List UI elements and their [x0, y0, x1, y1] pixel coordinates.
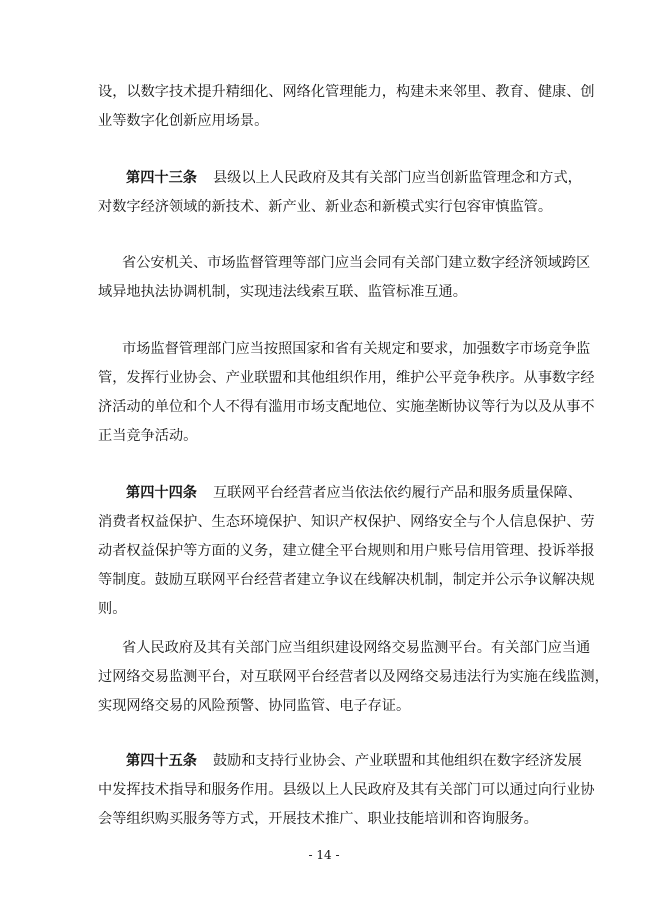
text-line	[98, 747, 582, 776]
text-line: 设，以数字技术提升精细化、网络化管理能力，构建未来邻里、教育、健康、创	[98, 84, 595, 100]
text-line	[98, 164, 582, 193]
text-line: 正当竞争活动。	[98, 428, 198, 444]
text-line: 实现网络交易的风险预警、协同监管、电子存证。	[98, 698, 411, 714]
text-fragment: 互联网平台经营者应当依法依约履行产品和服务质量保障、	[212, 485, 582, 501]
paragraph-market-supervision	[98, 335, 595, 451]
text-line: 则。	[98, 601, 127, 617]
text-line: 域异地执法协调机制，实现违法线索互联、监管标准互通。	[98, 284, 467, 300]
text-line: 管，发挥行业协会、产业联盟和其他组织作用，维护公平竞争秩序。从事数字经	[98, 370, 595, 386]
text-line: 省公安机关、市场监督管理等部门应当会同有关部门建立数字经济领域跨区	[122, 255, 591, 271]
paragraph-monitoring-platform	[98, 634, 609, 721]
text-line: 消费者权益保护、生态环境保护、知识产权保护、网络安全与个人信息保护、劳	[98, 514, 595, 530]
text-line: 中发挥技术指导和服务作用。县级以上人民政府及其有关部门可以通过向行业协	[98, 782, 595, 798]
article-heading: 第四十四条	[126, 485, 197, 501]
text-line: 市场监督管理部门应当按照国家和省有关规定和要求，加强数字市场竞争监	[122, 341, 591, 357]
article-heading: 第四十五条	[126, 753, 197, 769]
text-line: 对数字经济领域的新技术、新产业、新业态和新模式实行包容审慎监管。	[98, 199, 553, 215]
paragraph-article-44	[98, 479, 595, 624]
text-line: 业等数字化创新应用场景。	[98, 113, 269, 129]
text-fragment: 鼓励和支持行业协会、产业联盟和其他组织在数字经济发展	[212, 753, 582, 769]
paragraph-enforcement	[98, 249, 591, 307]
page-number: - 14 -	[308, 848, 340, 862]
text-line	[98, 479, 582, 508]
text-line: 动者权益保护等方面的义务，建立健全平台规则和用户账号信用管理、投诉举报	[98, 543, 595, 559]
text-line: 等制度。鼓励互联网平台经营者建立争议在线解决机制，制定并公示争议解决规	[98, 572, 595, 588]
article-heading: 第四十三条	[126, 170, 197, 186]
paragraph-article-43	[98, 164, 582, 222]
paragraph-continuation	[98, 78, 595, 136]
text-fragment: 县级以上人民政府及其有关部门应当创新监管理念和方式，	[212, 170, 582, 186]
text-line: 会等组织购买服务等方式，开展技术推广、职业技能培训和咨询服务。	[98, 811, 538, 827]
text-line: 济活动的单位和个人不得有滥用市场支配地位、实施垄断协议等行为以及从事不	[98, 399, 595, 415]
text-line: 过网络交易监测平台，对互联网平台经营者以及网络交易违法行为实施在线监测，	[98, 669, 609, 685]
paragraph-article-45	[98, 747, 595, 834]
text-line: 省人民政府及其有关部门应当组织建设网络交易监测平台。有关部门应当通	[122, 640, 591, 656]
